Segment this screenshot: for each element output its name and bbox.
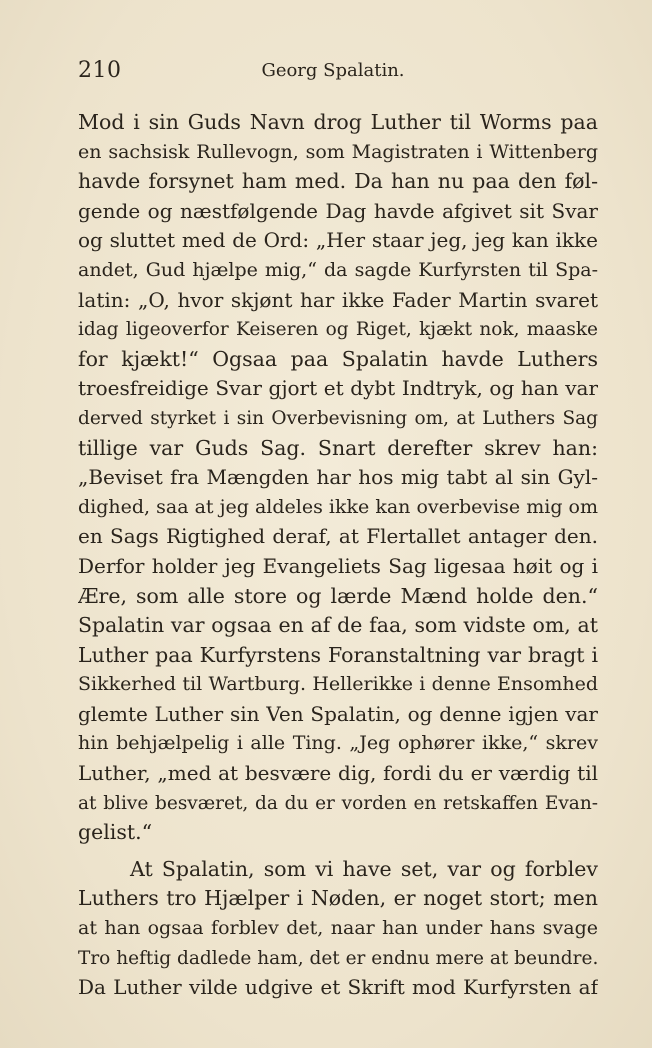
text-line: dighed, saa at jeg aldeles ikke kan overbevise mig om <box>78 495 598 518</box>
paragraph-2 <box>78 855 598 1003</box>
text-line: tillige var Guds Sag. Snart derefter skrev han: <box>78 435 598 460</box>
text-line: Derfor holder jeg Evangeliets Sag ligesaa høit og i <box>78 553 598 578</box>
running-head: Georg Spalatin. <box>261 60 405 81</box>
text-line: At Spalatin, som vi have set, var og forblev <box>130 856 598 881</box>
page-header <box>78 56 598 88</box>
text-line: „Beviset fra Mængden har hos mig tabt al sin Gyl- <box>78 465 598 490</box>
body-text <box>78 108 598 1003</box>
text-line: at han ogsaa forblev det, naar han under hans svage <box>78 917 598 940</box>
text-line: en sachsisk Rullevogn, som Magistraten i Wittenberg <box>78 140 598 163</box>
text-line: Luthers tro Hjælper i Nøden, er noget stort; men <box>78 886 598 911</box>
text-line: Tro heftig dadlede ham, det er endnu mere at beundre. <box>78 947 598 969</box>
text-line: gelist.“ <box>78 820 153 845</box>
text-line: Ære, som alle store og lærde Mænd holde den.“ <box>78 583 598 608</box>
text-line: andet, Gud hjælpe mig,“ da sagde Kurfyrsten til Spa- <box>78 258 598 281</box>
text-line: for kjækt!“ Ogsaa paa Spalatin havde Luthers <box>78 346 598 371</box>
text-line: Spalatin var ogsaa en af de faa, som vidste om, at <box>78 613 598 638</box>
text-line: en Sags Rigtighed deraf, at Flertallet antager den. <box>78 524 598 549</box>
text-line: Mod i sin Guds Navn drog Luther til Worms paa <box>78 110 598 134</box>
text-line: idag ligeoverfor Keiseren og Riget, kjækt nok, maaske <box>78 319 598 341</box>
text-line: latin: „O, hvor skjønt har ikke Fader Martin svaret <box>78 287 598 312</box>
text-line: havde forsynet ham med. Da han nu paa den føl- <box>78 169 598 194</box>
page-number: 210 <box>78 58 122 83</box>
text-line: og sluttet med de Ord: „Her staar jeg, jeg kan ikke <box>78 228 598 253</box>
paragraph-gap <box>78 848 598 855</box>
text-line: gende og næstfølgende Dag havde afgivet sit Svar <box>78 198 598 223</box>
text-line: Luther paa Kurfyrstens Foranstaltning var bragt i <box>78 642 598 667</box>
paragraph-1 <box>78 108 598 848</box>
text-line: Luther, „med at besvære dig, fordi du er værdig til <box>78 761 598 786</box>
text-line: glemte Luther sin Ven Spalatin, og denne igjen var <box>78 701 598 726</box>
text-line: Da Luther vilde udgive et Skrift mod Kurfyrsten af <box>78 975 598 1000</box>
text-line: derved styrket i sin Overbevisning om, at Luthers Sag <box>78 407 598 429</box>
text-line: Sikkerhed til Wartburg. Hellerikke i denne Ensomhed <box>78 673 598 696</box>
text-line: troesfreidige Svar gjort et dybt Indtryk, og han var <box>78 376 598 401</box>
text-line: at blive besværet, da du er vorden en retskaffen Evan- <box>78 792 598 814</box>
text-line: hin behjælpelig i alle Ting. „Jeg ophører ikke,“ skrev <box>78 732 598 755</box>
